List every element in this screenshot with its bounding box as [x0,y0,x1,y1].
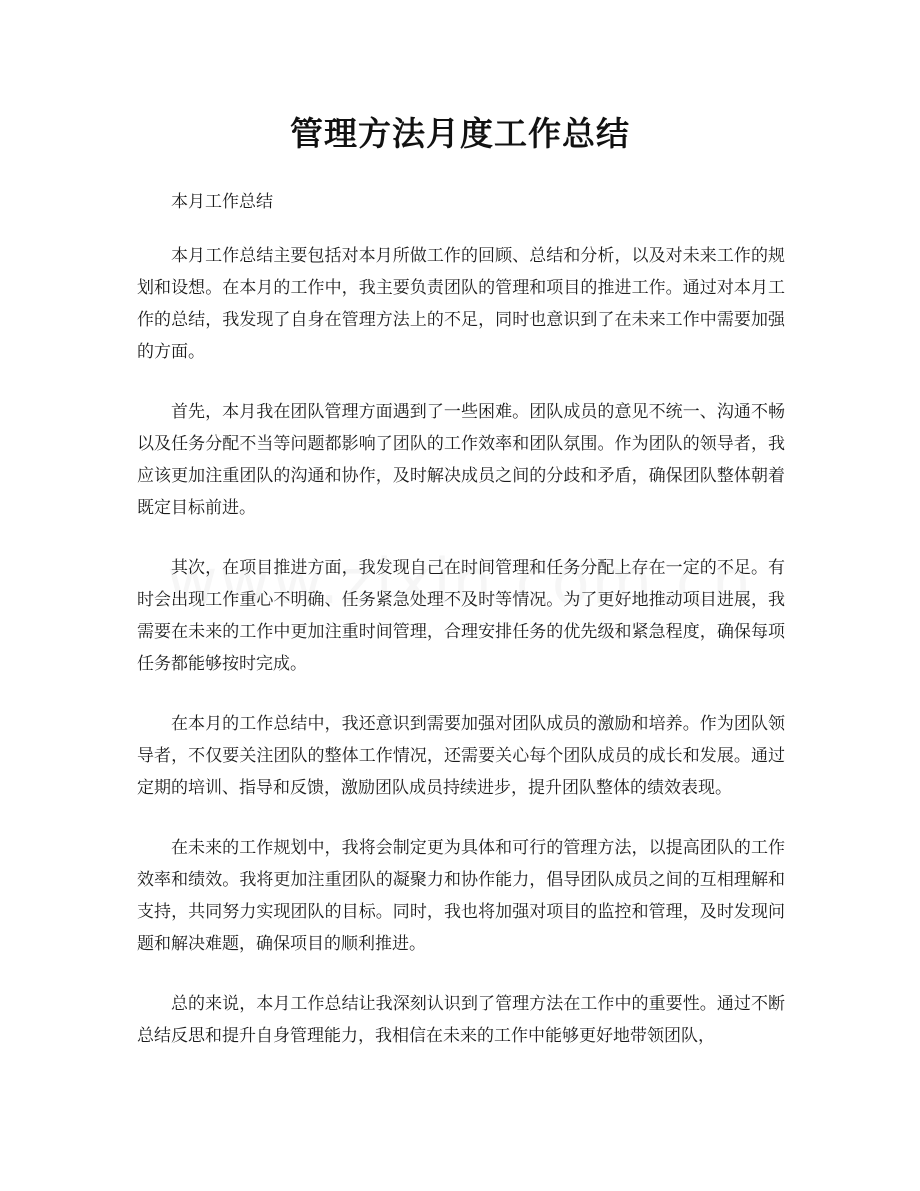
paragraph-team-management: 首先，本月我在团队管理方面遇到了一些困难。团队成员的意见不统一、沟通不畅以及任务分配不当等问题都影响了团队的工作效率和团队氛围。作为团队的领导者，我应该更加注重团队的沟通和协作，及时解决成员之间的分歧和矛盾，确保团队整体朝着既定目标前进。 [137,402,785,518]
paragraph-future-plan: 在未来的工作规划中，我将会制定更为具体和可行的管理方法，以提高团队的工作效率和绩效。我将更加注重团队的凝聚力和协作能力，倡导团队成员之间的互相理解和支持，共同努力实现团队的目标。同时，我也将加强对项目的监控和管理，及时发现问题和解决难题，确保项目的顺利推进。 [137,838,785,954]
document-body [137,186,785,1080]
section-heading: 本月工作总结 [171,192,273,212]
paragraph-intro: 本月工作总结主要包括对本月所做工作的回顾、总结和分析，以及对未来工作的规划和设想。在本月的工作中，我主要负责团队的管理和项目的推进工作。通过对本月工作的总结，我发现了自身在管理方法上的不足，同时也意识到了在未来工作中需要加强的方面。 [137,246,785,362]
paragraph-conclusion: 总的来说，本月工作总结让我深刻认识到了管理方法在工作中的重要性。通过不断总结反思和提升自身管理能力，我相信在未来的工作中能够更好地带领团队， [137,994,785,1046]
paragraph-project-progress: 其次，在项目推进方面，我发现自己在时间管理和任务分配上存在一定的不足。有时会出现工作重心不明确、任务紧急处理不及时等情况。为了更好地推动项目进展，我需要在未来的工作中更加注重时间管理，合理安排任务的优先级和紧急程度，确保每项任务都能够按时完成。 [137,558,785,674]
paragraph-team-motivation: 在本月的工作总结中，我还意识到需要加强对团队成员的激励和培养。作为团队领导者，不仅要关注团队的整体工作情况，还需要关心每个团队成员的成长和发展。通过定期的培训、指导和反馈，激励团队成员持续进步，提升团队整体的绩效表现。 [137,714,785,798]
document-title: 管理方法月度工作总结 [290,114,630,153]
